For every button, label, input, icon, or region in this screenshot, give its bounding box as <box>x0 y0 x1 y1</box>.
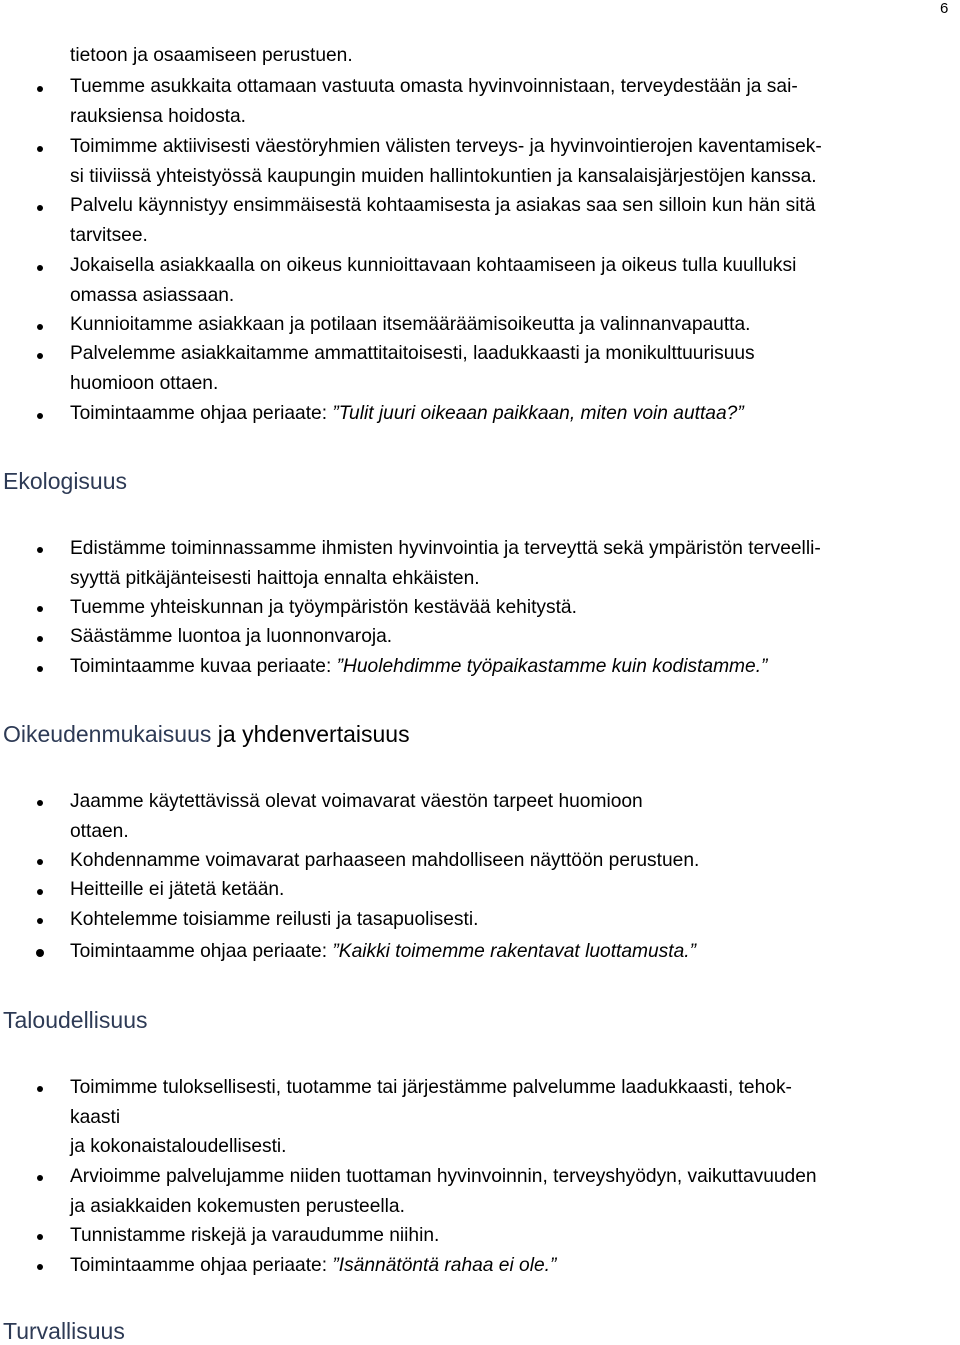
list-item-text <box>70 593 955 623</box>
line: Edistämme toiminnassamme ihmisten hyvinvointia ja terveyttä sekä ympäristön terveelli- <box>70 538 821 559</box>
list-item-text <box>70 191 955 250</box>
list-item-text <box>70 875 955 905</box>
bullet-icon <box>37 1234 43 1240</box>
principle-prefix: Toimintaamme ohjaa periaate: <box>70 1255 333 1276</box>
bullet-icon <box>37 324 43 330</box>
line: si tiiviissä yhteistyössä kaupungin muiden hallintokuntien ja kansalaisjärjestöjen kanssa. <box>70 165 817 187</box>
principle-prefix: Toimintaamme kuvaa periaate: <box>70 656 337 677</box>
list-item-text <box>70 310 955 340</box>
bullet-icon <box>37 636 43 642</box>
heading-part: ja yhdenvertaisuus <box>211 721 410 747</box>
line: Jaamme käytettävissä olevat voimavarat väestön tarpeet huomioon <box>70 791 643 812</box>
line: Jokaisella asiakkaalla on oikeus kunnioittavaan kohtaamiseen ja oikeus tulla kuulluksi <box>70 255 797 276</box>
line: Arvioimme palvelujamme niiden tuottaman hyvinvoinnin, terveyshyödyn, vaikuttavuuden <box>70 1166 817 1187</box>
bullet-icon <box>37 146 43 152</box>
bullet-icon <box>37 859 43 865</box>
bullet-icon <box>37 1264 43 1270</box>
line: Kohtelemme toisiamme reilusti ja tasapuolisesti. <box>70 909 479 930</box>
bullet-icon <box>37 86 43 92</box>
list-item-text <box>70 132 955 191</box>
list-item-text <box>70 534 955 593</box>
line: Tuemme asukkaita ottamaan vastuuta omasta hyvinvoinnistaan, terveydestään ja sai- <box>70 76 798 97</box>
bullet-icon <box>36 949 44 957</box>
list-item-text <box>70 1073 955 1162</box>
page-number: 6 <box>940 0 949 17</box>
line: Palvelu käynnistyy ensimmäisestä kohtaamisesta ja asiakas saa sen silloin kun hän sitä <box>70 195 816 216</box>
line: Heitteille ei jätetä ketään. <box>70 879 285 900</box>
bullet-icon <box>37 1086 43 1092</box>
bullet-icon <box>37 205 43 211</box>
bullet-icon <box>37 265 43 271</box>
list-item-text <box>70 905 955 935</box>
line: ja asiakkaiden kokemusten perusteella. <box>70 1195 405 1217</box>
line: Tunnistamme riskejä ja varaudumme niihin. <box>70 1225 440 1246</box>
list-item-text <box>70 1251 955 1281</box>
bullet-icon <box>37 889 43 895</box>
bullet-icon <box>37 606 43 612</box>
line: Säästämme luontoa ja luonnonvaroja. <box>70 626 393 647</box>
list-item-text <box>70 1221 955 1251</box>
line: ja kokonaistaloudellisesti. <box>70 1136 287 1157</box>
section-heading-oikeudenmukaisuus <box>3 720 410 748</box>
principle-quote: ”Kaikki toimemme rakentavat luottamusta.” <box>332 941 697 962</box>
list-item-text <box>70 1162 955 1221</box>
principle-quote: ”Tulit juuri oikeaan paikkaan, miten voin auttaa?” <box>332 403 744 424</box>
line <box>70 937 955 967</box>
principle-quote: ”Huolehdimme työpaikastamme kuin kodistamme.” <box>336 656 768 677</box>
bullet-icon <box>37 413 43 419</box>
principle-prefix: Toimintaamme ohjaa periaate: <box>70 403 333 424</box>
line: Kunnioitamme asiakkaan ja potilaan itsemääräämisoikeutta ja valinnanvapautta. <box>70 314 751 335</box>
line: syyttä pitkäjänteisesti haittoja ennalta ehkäisten. <box>70 567 480 589</box>
line: Palvelemme asiakkaitamme ammattitaitoisesti, laadukkaasti ja monikulttuurisuus <box>70 343 755 364</box>
list-item-text <box>70 399 955 429</box>
list-item-text <box>70 937 955 967</box>
bullet-icon <box>37 547 43 553</box>
bullet-icon <box>37 666 43 672</box>
list-item-text <box>70 787 955 846</box>
list-item-text <box>70 72 955 131</box>
intro-line-text: tietoon ja osaamiseen perustuen. <box>70 45 353 66</box>
section-heading-turvallisuus: Turvallisuus <box>3 1318 125 1344</box>
line <box>70 1251 955 1281</box>
line: kaasti <box>70 1106 121 1128</box>
bullet-icon <box>37 1175 43 1181</box>
list-item-text <box>70 251 955 310</box>
list-item-text <box>70 846 955 876</box>
list-item-text <box>70 622 955 652</box>
line: Toimimme aktiivisesti väestöryhmien välisten terveys- ja hyvinvointierojen kaventamisek- <box>70 136 822 157</box>
bullet-icon <box>37 800 43 806</box>
principle-quote: ”Isännätöntä rahaa ei ole.” <box>332 1255 557 1276</box>
line: Toimimme tuloksellisesti, tuotamme tai järjestämme palvelumme laadukkaasti, tehok- <box>70 1077 792 1098</box>
line: Tuemme yhteiskunnan ja työympäristön kestävää kehitystä. <box>70 597 577 618</box>
section-heading-taloudellisuus: Taloudellisuus <box>3 1007 148 1033</box>
line: Kohdennamme voimavarat parhaaseen mahdolliseen näyttöön perustuen. <box>70 850 700 871</box>
heading-part: Oikeudenmukaisuus <box>3 721 212 747</box>
section-heading-ekologisuus: Ekologisuus <box>3 468 128 494</box>
line: ottaen. <box>70 820 129 842</box>
line <box>70 399 955 429</box>
line: huomioon ottaen. <box>70 372 219 394</box>
bullet-icon <box>37 918 43 924</box>
intro-line <box>70 41 955 71</box>
list-item-text <box>70 339 955 398</box>
principle-prefix: Toimintaamme ohjaa periaate: <box>70 941 333 962</box>
line <box>70 652 955 682</box>
line: rauksiensa hoidosta. <box>70 105 246 127</box>
list-item-text <box>70 652 955 682</box>
line: tarvitsee. <box>70 224 148 246</box>
line: omassa asiassaan. <box>70 284 235 306</box>
bullet-icon <box>37 353 43 359</box>
